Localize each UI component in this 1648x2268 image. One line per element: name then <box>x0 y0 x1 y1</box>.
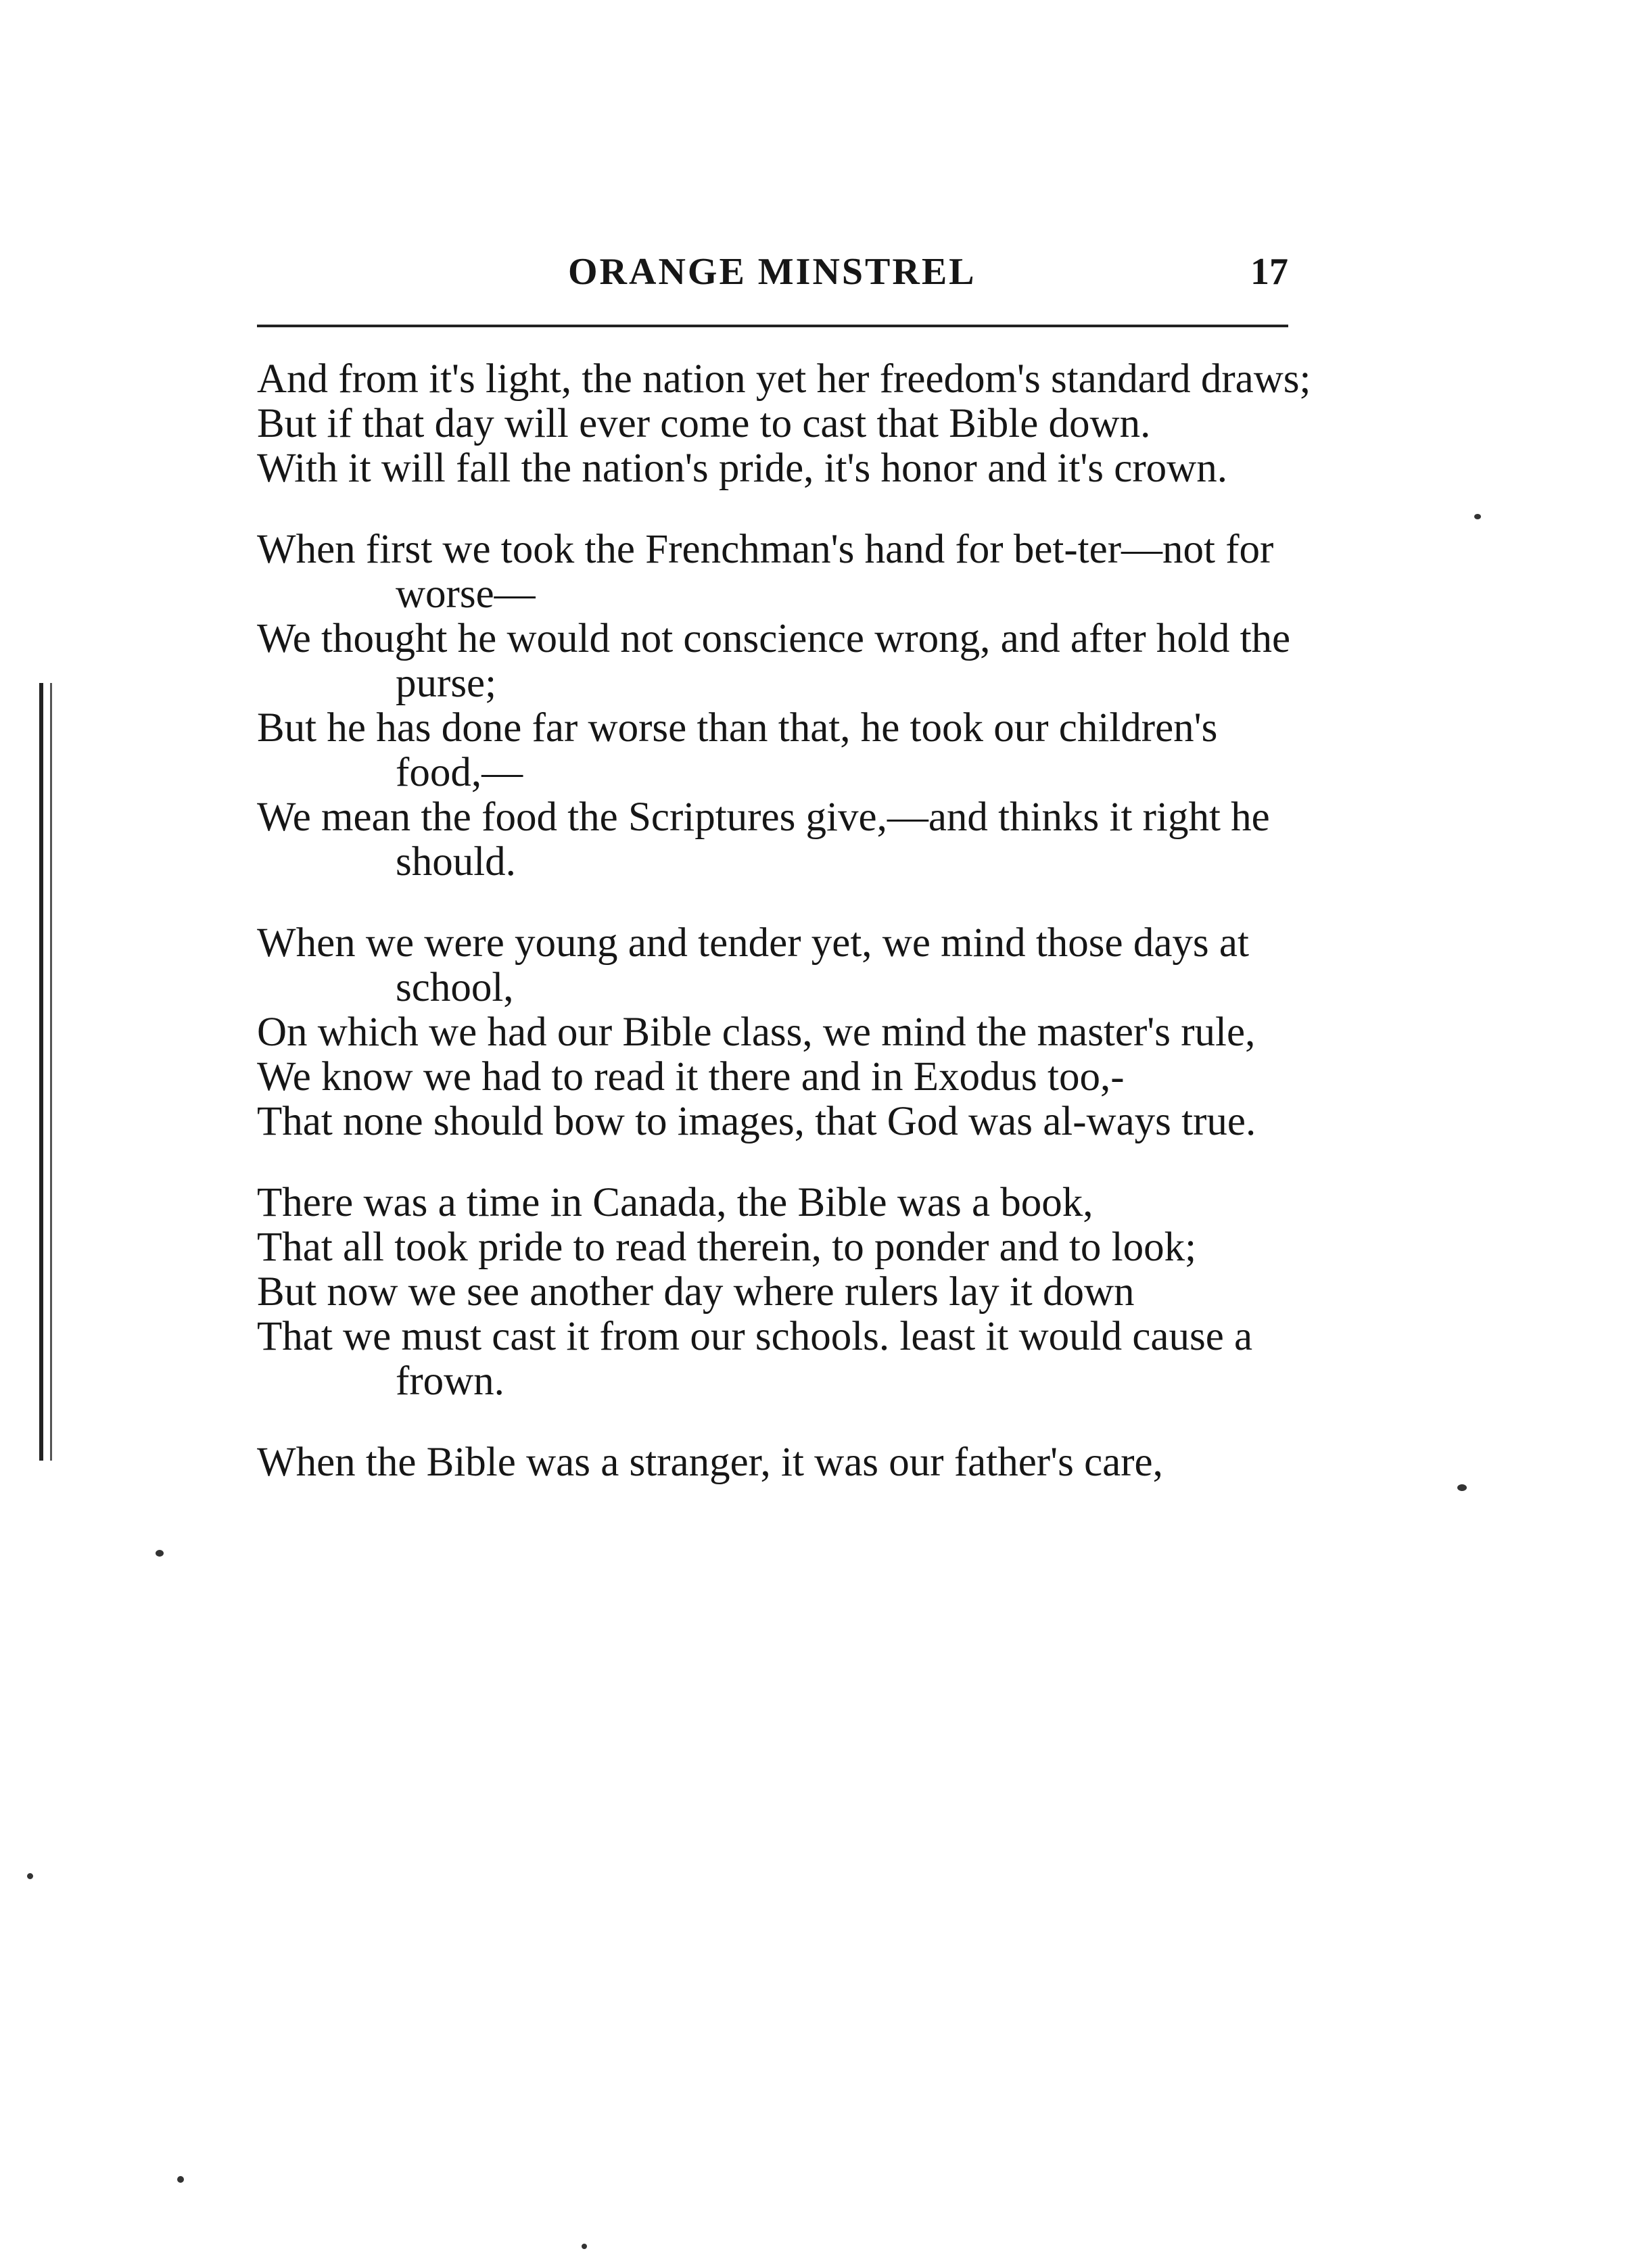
verse-line: But if that day will ever come to cast that Bible down. <box>257 401 1151 446</box>
stanza-4 <box>257 1181 1312 1404</box>
verse-line: But now we see another day where rulers lay it down <box>257 1269 1135 1315</box>
ink-speck <box>156 1550 164 1557</box>
page-header <box>257 250 1288 304</box>
verse-line: With it will fall the nation's pride, it's honor and it's crown. <box>257 446 1227 491</box>
verse-line: That all took pride to read therein, to ponder and to look; <box>257 1225 1197 1270</box>
page-number: 17 <box>1250 251 1288 293</box>
verse-line: That we must cast it from our schools. least it would cause a frown. <box>257 1314 1253 1404</box>
ink-speck <box>27 1873 33 1879</box>
verse-line: We know we had to read it there and in Exodus too,- <box>257 1054 1125 1100</box>
verse-line: On which we had our Bible class, we mind the master's rule, <box>257 1010 1256 1055</box>
verse-line: That none should bow to images, that God was al-ways true. <box>257 1099 1256 1144</box>
ink-speck <box>582 2244 587 2249</box>
margin-marking <box>39 683 52 1461</box>
stanza-5 <box>257 1440 1312 1485</box>
verse-line: We mean the food the Scriptures give,—and thinks it right he should. <box>257 795 1270 884</box>
ink-speck <box>1457 1484 1467 1491</box>
stanza-3 <box>257 921 1312 1144</box>
verse-line: There was a time in Canada, the Bible was a book, <box>257 1180 1093 1225</box>
poem-body <box>257 357 1312 1521</box>
verse-line: We thought he would not conscience wrong, and after hold the purse; <box>257 616 1291 706</box>
ink-speck <box>1474 514 1481 519</box>
stanza-1 <box>257 357 1312 491</box>
stanza-2 <box>257 527 1312 884</box>
verse-line: When first we took the Frenchman's hand for bet-ter—not for worse— <box>257 527 1274 617</box>
verse-line: But he has done far worse than that, he took our children's food,— <box>257 705 1218 795</box>
ink-speck <box>177 2176 184 2183</box>
header-rule <box>257 325 1288 327</box>
verse-line: When the Bible was a stranger, it was our father's care, <box>257 1440 1163 1485</box>
verse-line: When we were young and tender yet, we mind those days at school, <box>257 920 1249 1010</box>
verse-line: And from it's light, the nation yet her freedom's standard draws; <box>257 356 1311 402</box>
running-head: ORANGE MINSTREL <box>568 251 976 293</box>
